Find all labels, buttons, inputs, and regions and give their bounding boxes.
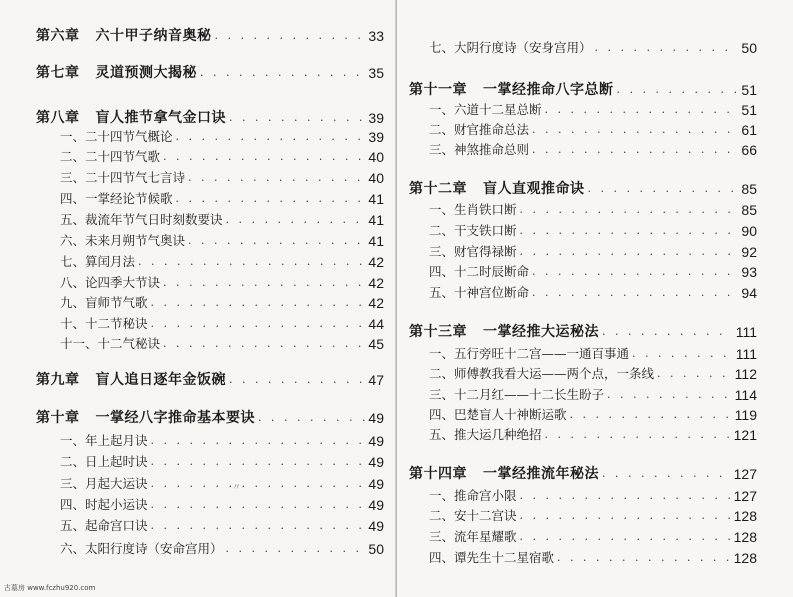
dot-leader — [151, 431, 366, 451]
page-number: 51 — [741, 102, 757, 118]
toc-entry-label — [36, 63, 197, 83]
page-number: 114 — [734, 387, 757, 403]
dot-leader — [258, 408, 365, 428]
toc-section-entry — [429, 283, 757, 303]
toc-entry-label: 三、十二月红——十二长生盼子 — [429, 387, 605, 402]
toc-entry-label — [409, 322, 599, 342]
toc-section-entry — [60, 334, 384, 354]
chapter-title: 盲人追日逐年金饭碗 — [95, 372, 226, 388]
dot-leader — [520, 200, 739, 220]
dot-leader — [532, 120, 738, 140]
dot-leader — [176, 189, 366, 209]
toc-section-entry — [60, 293, 384, 313]
chapter-title: 一掌经推大运秘法 — [483, 324, 599, 340]
toc-section-entry — [429, 120, 757, 140]
dot-leader — [545, 100, 739, 120]
dot-leader — [151, 495, 366, 515]
toc-section-entry — [429, 100, 757, 120]
toc-entry-label: 六、太阳行度诗（安命宫用） — [60, 541, 223, 556]
toc-entry-label: 一、二十四节气概论 — [60, 129, 173, 144]
page-number: 35 — [368, 65, 384, 81]
toc-chapter-entry — [36, 63, 384, 83]
page-number: 49 — [368, 497, 384, 513]
toc-entry-label: 七、算闰月法 — [60, 254, 136, 269]
page-number: 119 — [734, 407, 757, 423]
page-number: 128 — [733, 508, 757, 524]
toc-section-entry — [429, 385, 757, 405]
page-number: 41 — [368, 233, 384, 249]
page-number: 42 — [368, 254, 384, 270]
toc-entry-label: 二、财官推命总法 — [429, 122, 530, 137]
dot-leader — [607, 385, 732, 405]
toc-entry-label — [409, 80, 614, 100]
toc-section-entry — [429, 425, 757, 445]
toc-entry-label: 二、二十四节气歌 — [60, 149, 161, 164]
dot-leader — [229, 370, 365, 390]
toc-entry-label — [36, 26, 212, 46]
toc-entry-label: 八、论四季大节诀 — [60, 275, 161, 290]
page-number: 41 — [368, 212, 384, 228]
dot-leader — [163, 273, 365, 293]
dot-leader — [657, 364, 732, 384]
dot-leader — [520, 486, 731, 506]
page-number: 127 — [733, 488, 757, 504]
chapter-title: 一掌经八字推命基本要诀 — [95, 410, 255, 426]
toc-section-entry — [429, 405, 757, 425]
page-number: 90 — [741, 223, 757, 239]
toc-entry-label: 一、六道十二星总断 — [429, 102, 542, 117]
dot-leader — [595, 38, 739, 58]
dot-leader — [520, 506, 731, 526]
toc-chapter-entry — [36, 26, 384, 46]
page-number: 94 — [741, 285, 757, 301]
toc-entry-label: 五、推大运几种绝招 — [429, 427, 542, 442]
page-number: 66 — [741, 142, 757, 158]
toc-entry-label: 四、时起小运诀 — [60, 497, 148, 512]
toc-entry-label: 六、未来月朔节气奥诀 — [60, 233, 186, 248]
toc-section-entry — [60, 452, 384, 472]
page-number: 127 — [733, 466, 757, 482]
dot-leader — [532, 283, 738, 303]
toc-section-entry — [60, 539, 384, 559]
page-number: 111 — [735, 346, 757, 362]
toc-entry-label: 三、流年星耀歌 — [429, 529, 517, 544]
toc-section-entry — [60, 495, 384, 515]
dot-leader — [545, 425, 731, 445]
page-number: 45 — [368, 336, 384, 352]
chapter-title: 盲人推节拿气金口诀 — [95, 110, 226, 126]
toc-section-entry — [60, 474, 384, 494]
toc-section-entry — [429, 344, 757, 364]
dot-leader — [163, 147, 365, 167]
chapter-number: 第十章 — [36, 410, 80, 426]
page-number: 50 — [368, 541, 384, 557]
toc-entry-label: 一、生肖铁口断 — [429, 202, 517, 217]
toc-section-entry — [429, 486, 757, 506]
chapter-title: 一掌经推流年秘法 — [483, 466, 599, 482]
toc-entry-label: 四、十二时辰断命 — [429, 264, 530, 279]
page-number: 49 — [368, 410, 384, 426]
toc-entry-label: 十一、十二气秘诀 — [60, 336, 161, 351]
dot-leader — [520, 242, 739, 262]
chapter-number: 第十四章 — [409, 466, 467, 482]
toc-entry-label: 一、五行旁旺十二宫——一通百事通 — [429, 346, 630, 361]
chapter-number: 第六章 — [36, 28, 80, 44]
toc-section-entry — [60, 273, 384, 293]
page-number: 33 — [368, 28, 384, 44]
dot-leader — [138, 252, 365, 272]
toc-entry-label: 三、神煞推命总则 — [429, 142, 530, 157]
toc-entry-label: 五、十神宫位断命 — [429, 285, 530, 300]
dot-leader — [557, 548, 731, 568]
page-number: 93 — [741, 264, 757, 280]
toc-entry-label: 四、巴楚盲人十神断运歌 — [429, 407, 567, 422]
toc-entry-label — [36, 370, 226, 390]
footer-watermark: 古墓房 www.fczhu920.com — [4, 584, 96, 592]
dot-leader — [151, 452, 366, 472]
toc-section-entry — [429, 527, 757, 547]
toc-entry-label — [36, 408, 255, 428]
toc-section-entry — [60, 231, 384, 251]
toc-chapter-entry — [36, 108, 384, 128]
dot-leader — [151, 314, 366, 334]
chapter-number: 第十一章 — [409, 82, 467, 98]
page-number: 42 — [368, 275, 384, 291]
toc-chapter-entry — [36, 408, 384, 428]
toc-section-entry — [429, 364, 757, 384]
page-number: 49 — [368, 476, 384, 492]
chapter-title: 一掌经推命八字总断 — [483, 82, 614, 98]
toc-entry-label: 四、一掌经论节候歌 — [60, 191, 173, 206]
toc-entry-label: 三、月起大运诀 — [60, 476, 148, 491]
toc-section-entry — [429, 548, 757, 568]
toc-section-entry — [60, 189, 384, 209]
page-number: 49 — [368, 454, 384, 470]
toc-entry-label: 三、财官得禄断 — [429, 244, 517, 259]
toc-section-entry — [429, 221, 757, 241]
chapter-number: 第十二章 — [409, 181, 467, 197]
toc-entry-label: 一、年上起月诀 — [60, 433, 148, 448]
page-number: 128 — [733, 550, 757, 566]
page-number: 41 — [368, 191, 384, 207]
dot-leader — [532, 140, 738, 160]
page-number: 128 — [733, 529, 757, 545]
toc-section-entry — [60, 147, 384, 167]
toc-section-entry — [429, 200, 757, 220]
chapter-title: 灵道预测大揭秘 — [95, 65, 197, 81]
toc-section-entry — [60, 431, 384, 451]
left-toc — [0, 0, 396, 597]
dot-leader — [602, 322, 733, 342]
toc-chapter-entry — [409, 80, 757, 100]
chapter-number: 第八章 — [36, 110, 80, 126]
dot-leader — [617, 80, 739, 100]
dot-leader — [570, 405, 732, 425]
dot-leader — [226, 210, 366, 230]
left-page — [0, 0, 396, 597]
page-number: 61 — [741, 122, 757, 138]
page-number: 92 — [741, 244, 757, 260]
chapter-number: 第七章 — [36, 65, 80, 81]
dot-leader — [151, 474, 366, 494]
toc-entry-label — [409, 179, 585, 199]
dot-leader — [163, 334, 365, 354]
toc-entry-label: 五、裁流年节气日时刻数要诀 — [60, 212, 223, 227]
toc-chapter-entry — [409, 179, 757, 199]
chapter-number: 第九章 — [36, 372, 80, 388]
toc-entry-label: 二、安十二宫诀 — [429, 508, 517, 523]
page-number: 42 — [368, 295, 384, 311]
page-number: 50 — [741, 40, 757, 56]
page-number: 112 — [734, 366, 757, 382]
page-number: 47 — [368, 372, 384, 388]
toc-entry-label: 一、推命宫小限 — [429, 488, 517, 503]
toc-entry-label: 五、起命宫口诀 — [60, 518, 148, 533]
dot-leader — [588, 179, 739, 199]
dot-leader — [229, 108, 365, 128]
dot-leader — [215, 26, 366, 46]
right-page — [397, 0, 793, 597]
page-number: 121 — [733, 427, 757, 443]
toc-section-entry — [429, 506, 757, 526]
chapter-title: 六十甲子纳音奥秘 — [95, 28, 212, 44]
toc-section-entry — [429, 38, 757, 58]
toc-entry-label: 四、谭先生十二星宿歌 — [429, 550, 555, 565]
page-number: 40 — [368, 149, 384, 165]
page-number: 85 — [741, 202, 757, 218]
dot-leader — [188, 231, 365, 251]
toc-chapter-entry — [409, 322, 757, 342]
toc-section-entry — [60, 168, 384, 188]
dot-leader — [188, 168, 365, 188]
dot-leader — [176, 127, 366, 147]
dot-leader — [520, 221, 739, 241]
page-number: 111 — [735, 324, 757, 340]
page-number: 51 — [741, 82, 757, 98]
toc-chapter-entry — [409, 464, 757, 484]
toc-section-entry — [60, 516, 384, 536]
toc-entry-label: 三、二十四节气七言诗 — [60, 170, 186, 185]
toc-entry-label — [409, 464, 599, 484]
toc-entry-label: 十、十二节秘诀 — [60, 316, 148, 331]
page-number: 49 — [368, 518, 384, 534]
page-speck: 〃 — [232, 483, 242, 493]
page-number: 49 — [368, 433, 384, 449]
chapter-title: 盲人直观推命诀 — [483, 181, 585, 197]
toc-entry-label: 二、日上起时诀 — [60, 454, 148, 469]
dot-leader — [632, 344, 733, 364]
page-number: 39 — [368, 110, 384, 126]
dot-leader — [151, 293, 366, 313]
page-number: 39 — [368, 129, 384, 145]
dot-leader — [226, 539, 366, 559]
toc-entry-label: 二、干支铁口断 — [429, 223, 517, 238]
right-toc — [397, 0, 793, 597]
dot-leader — [200, 63, 365, 83]
toc-section-entry — [429, 262, 757, 282]
toc-section-entry — [429, 140, 757, 160]
dot-leader — [602, 464, 731, 484]
dot-leader — [151, 516, 366, 536]
toc-entry-label: 九、盲师节气歌 — [60, 295, 148, 310]
toc-entry-label: 七、大阴行度诗（安身宫用） — [429, 40, 592, 55]
toc-section-entry — [60, 127, 384, 147]
dot-leader — [520, 527, 731, 547]
dot-leader — [532, 262, 738, 282]
toc-entry-label — [36, 108, 226, 128]
toc-section-entry — [60, 252, 384, 272]
toc-section-entry — [60, 314, 384, 334]
page-number: 44 — [368, 316, 384, 332]
page-number: 40 — [368, 170, 384, 186]
toc-section-entry — [60, 210, 384, 230]
toc-entry-label: 二、师傅教我看大运——两个点，一条线 — [429, 366, 655, 381]
chapter-number: 第十三章 — [409, 324, 467, 340]
page-number: 85 — [741, 181, 757, 197]
toc-section-entry — [429, 242, 757, 262]
toc-chapter-entry — [36, 370, 384, 390]
